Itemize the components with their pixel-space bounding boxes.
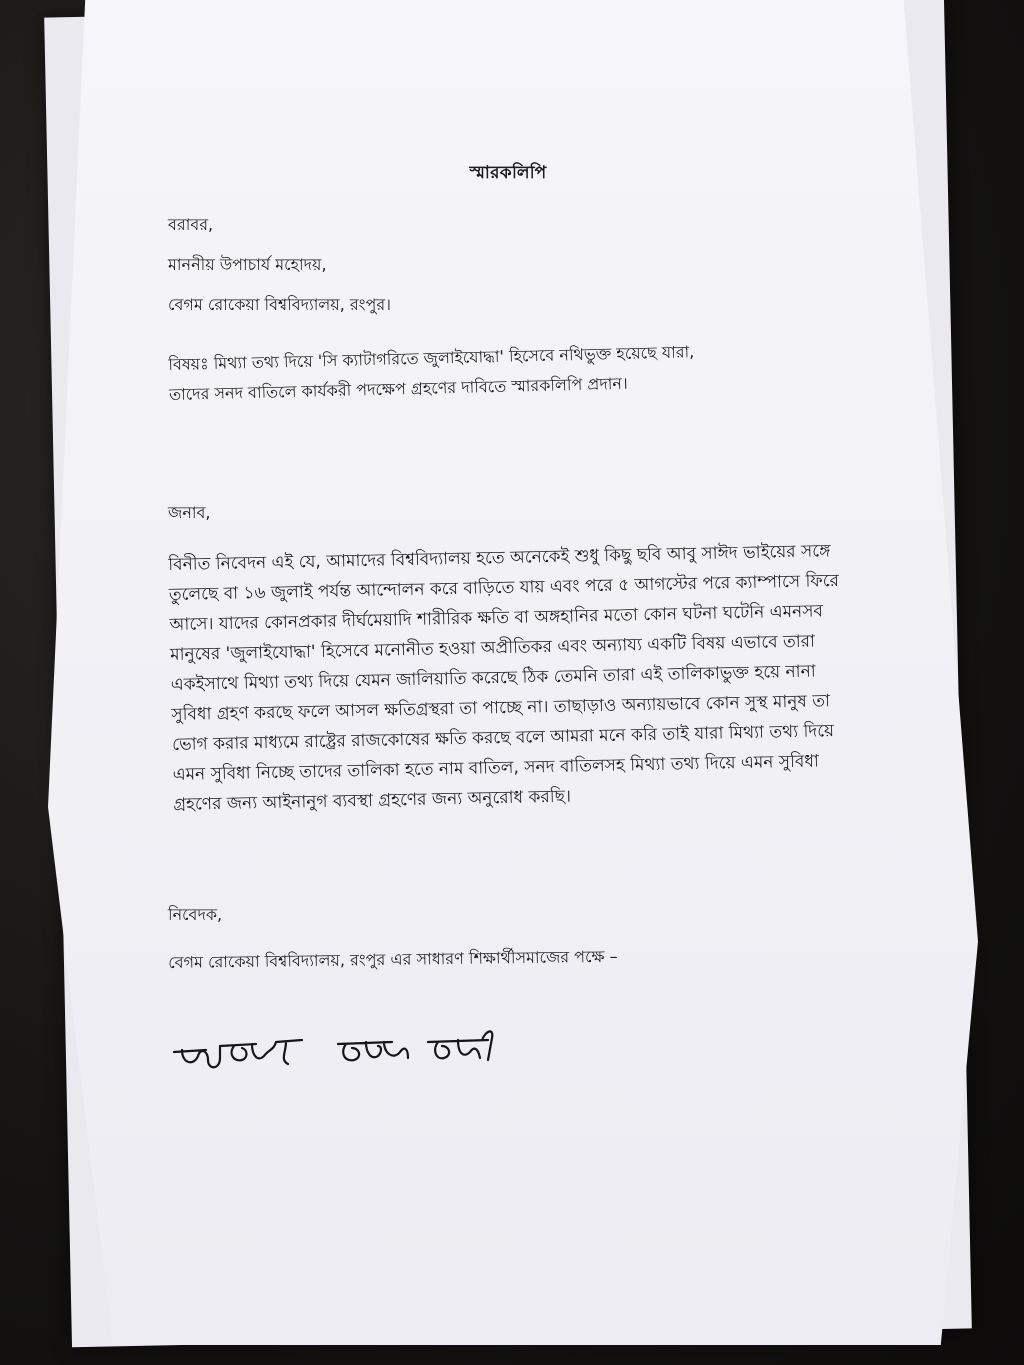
letter-title: স্মারকলিপি — [469, 163, 547, 183]
letter-content — [168, 160, 848, 994]
letter-subject — [168, 333, 849, 410]
letter-body: বিনীত নিবেদন এই যে, আমাদের বিশ্ববিদ্যালয় হতে অনেকেই শুধু কিছু ছবি আবু সাঈদ ভাইয়ের সঙ্গে তুলেছে বা ১৬ জুলাই পর্যন্ত আন্দোলন করে বাড়িতে যায় এবং পরে ৫ আগস্টের পরে ক্যাম্পাসে ফিরে আসে। যাদের কোনপ্রকার দীর্ঘমেয়াদি শারীরিক ক্ষতি বা অঙ্গহানির মতো কোন ঘটনা ঘটেনি এমনসব মানুষের 'জুলাইযোদ্ধা' হিসেবে মনোনীত হওয়া অপ্রীতিকর এবং অন্যায্য একটি বিষয় এভাবে তারা একইসাথে মিথ্যা তথ্য দিয়ে যেমন জালিয়াতি করেছে ঠিক তেমনি তারা এই তালিকাভুক্ত হয়ে নানা সুবিধা গ্রহণ করছে ফলে আসল ক্ষতিগ্রস্থরা তা পাচ্ছে না। তাছাড়াও অন্যায়ভাবে কোন সুস্থ মানুষ তা ভোগ করার মাধ্যমে রাষ্ট্রের রাজকোষের ক্ষতি করছে বলে আমরা মনে করি তাই যারা মিথ্যা তথ্য দিয়ে এমন সুবিধা নিচ্ছে তাদের তালিকা হতে নাম বাতিল, সনদ বাতিলসহ মিথ্যা তথ্য দিয়ে এমন সুবিধা গ্রহণের জন্য আইনানুগ ব্যবস্থা গ্রহণের জন্য অনুরোধ করছি। — [168, 541, 840, 815]
subject-line-1: বিষয়ঃ মিথ্যা তথ্য দিয়ে 'সি ক্যাটাগরিতে জুলাইযোদ্ধা' হিসেবে নথিভুক্ত হয়েছে যারা, — [168, 342, 695, 374]
recipient-institution: বেগম রোকেয়া বিশ্ববিদ্যালয়, রংপুর। — [168, 295, 391, 314]
subject-line-2: তাদের সনদ বাতিলে কার্যকরী পদক্ষেপ গ্রহণের দাবিতে স্মারকলিপি প্রদান। — [168, 373, 628, 404]
handwritten-signature — [168, 1012, 528, 1082]
recipient-designation: মাননীয় উপাচার্য মহোদয়, — [168, 255, 327, 274]
recipient-to: বরাবর, — [168, 215, 214, 234]
letter-closing: নিবেদক, — [168, 905, 223, 924]
signer-line: বেগম রোকেয়া বিশ্ববিদ্যালয়, রংপুর এর সাধারণ শিক্ষার্থীসমাজের পক্ষে – — [168, 946, 618, 972]
letter-salutation: জনাব, — [168, 503, 211, 522]
